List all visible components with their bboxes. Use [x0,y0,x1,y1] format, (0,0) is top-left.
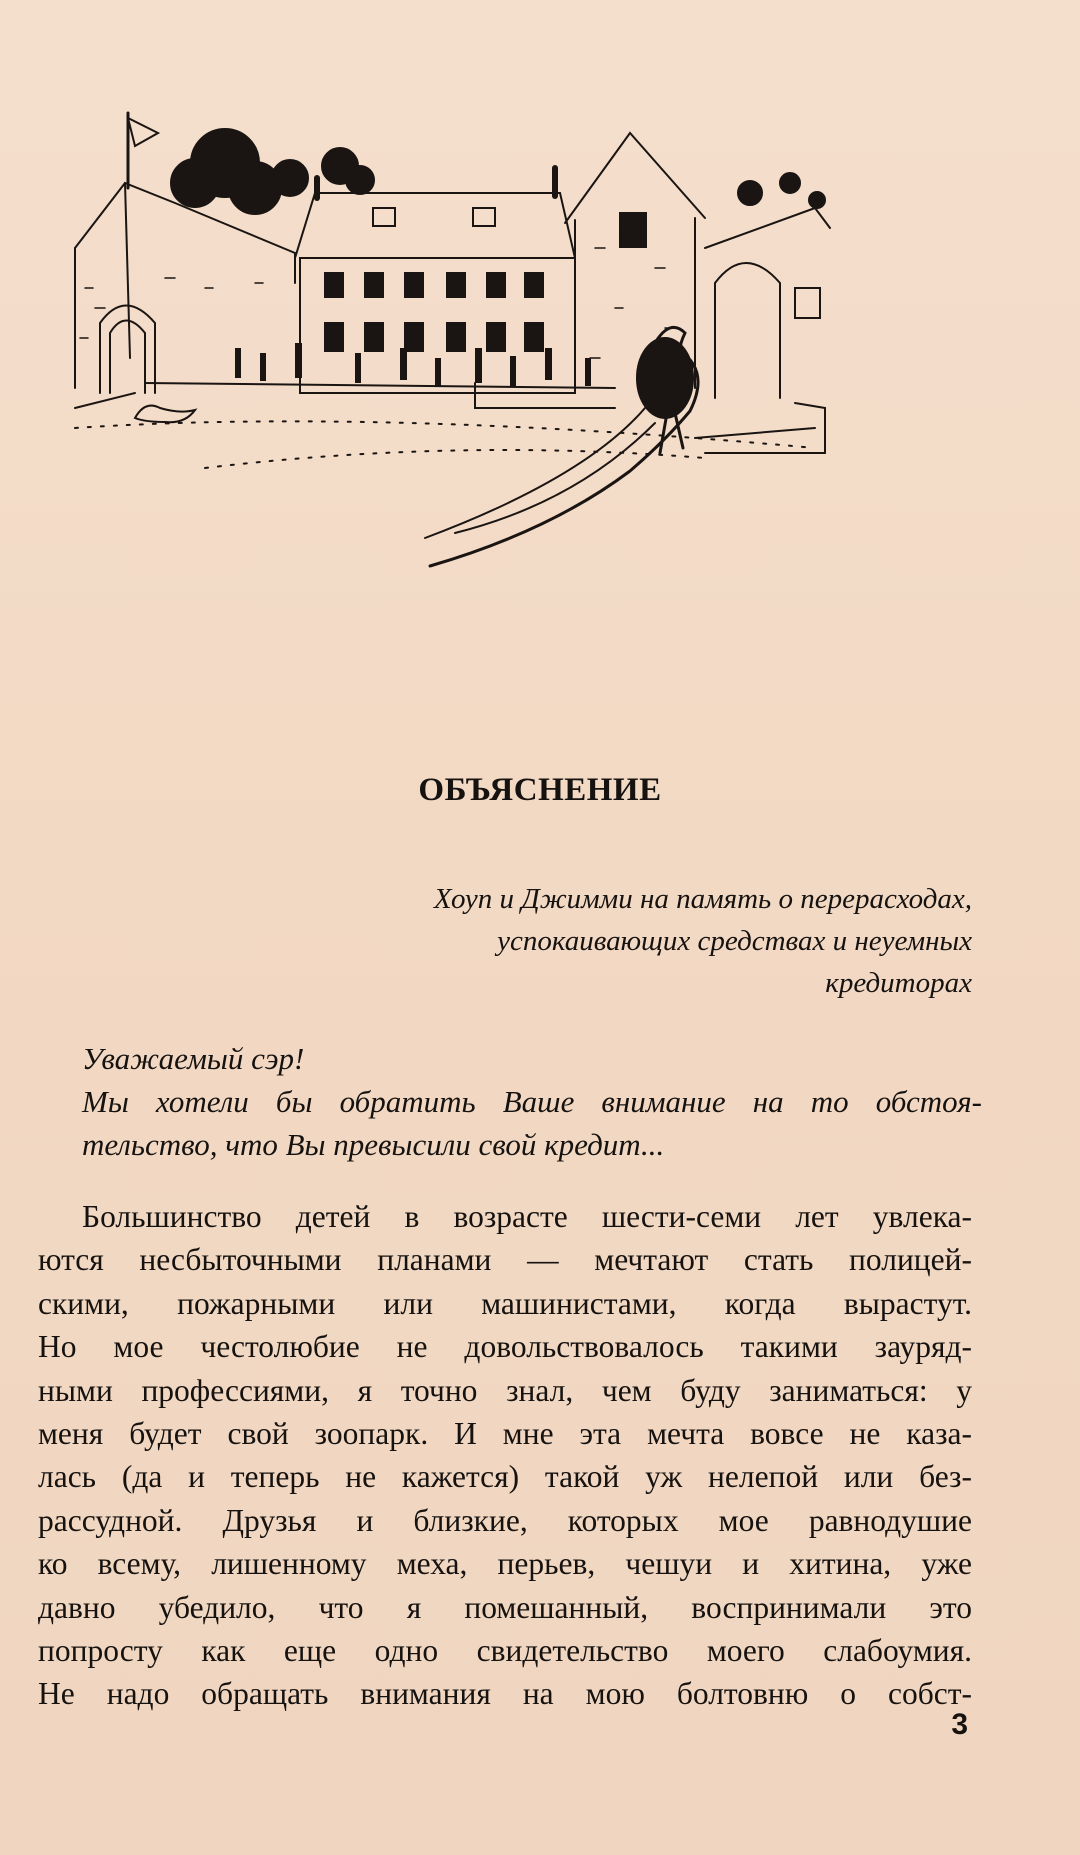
chapter-title: ОБЪЯСНЕНИЕ [418,772,662,808]
body-line: ными профессиями, я точно знал, чем буду заниматься: у [38,1372,972,1408]
epigraph-line: Хоуп и Джимми на память о перерасходах, [433,883,972,915]
manor-house-drawing [55,108,985,608]
body-line: Большинство детей в возрасте шести-семи лет увлека- [82,1199,972,1234]
body-line: давно убедило, что я помешанный, воспринимали это [38,1589,972,1625]
letter-quote [82,1037,982,1166]
epigraph-line: кредиторах [825,967,972,999]
body-paragraph [38,1195,972,1716]
letter-salutation: Уважаемый сэр! [82,1041,305,1076]
body-line: лась (да и теперь не кажется) такой уж нелепой или без- [38,1459,972,1495]
page-number: 3 [951,1708,968,1741]
body-line: меня будет свой зоопарк. И мне эта мечта вовсе не каза- [38,1416,972,1452]
body-line: рассудной. Друзья и близкие, которых мое равнодушие [38,1502,972,1538]
body-line: ются несбыточными планами — мечтают стать полицей- [38,1242,972,1278]
letter-line: Мы хотели бы обратить Ваше внимание на то обстоя- [82,1084,982,1119]
manor-house-illustration [55,108,985,608]
body-line: Но мое честолюбие не довольствовалось такими зауряд- [38,1329,972,1365]
body-line: скими, пожарными или машинистами, когда вырастут. [38,1285,972,1321]
tree-foliage [171,129,374,214]
body-line: Не надо обращать внимания на мою болтовню о собст- [38,1676,972,1712]
epigraph [252,878,972,1004]
body-line: попросту как еще одно свидетельство моего слабоумия. [38,1633,972,1669]
body-line: ко всему, лишенному меха, перьев, чешуи и хитина, уже [38,1546,972,1582]
letter-line: тельство, что Вы превысили свой кредит... [82,1127,665,1162]
epigraph-line: успокаивающих средствах и неуемных [497,925,972,957]
